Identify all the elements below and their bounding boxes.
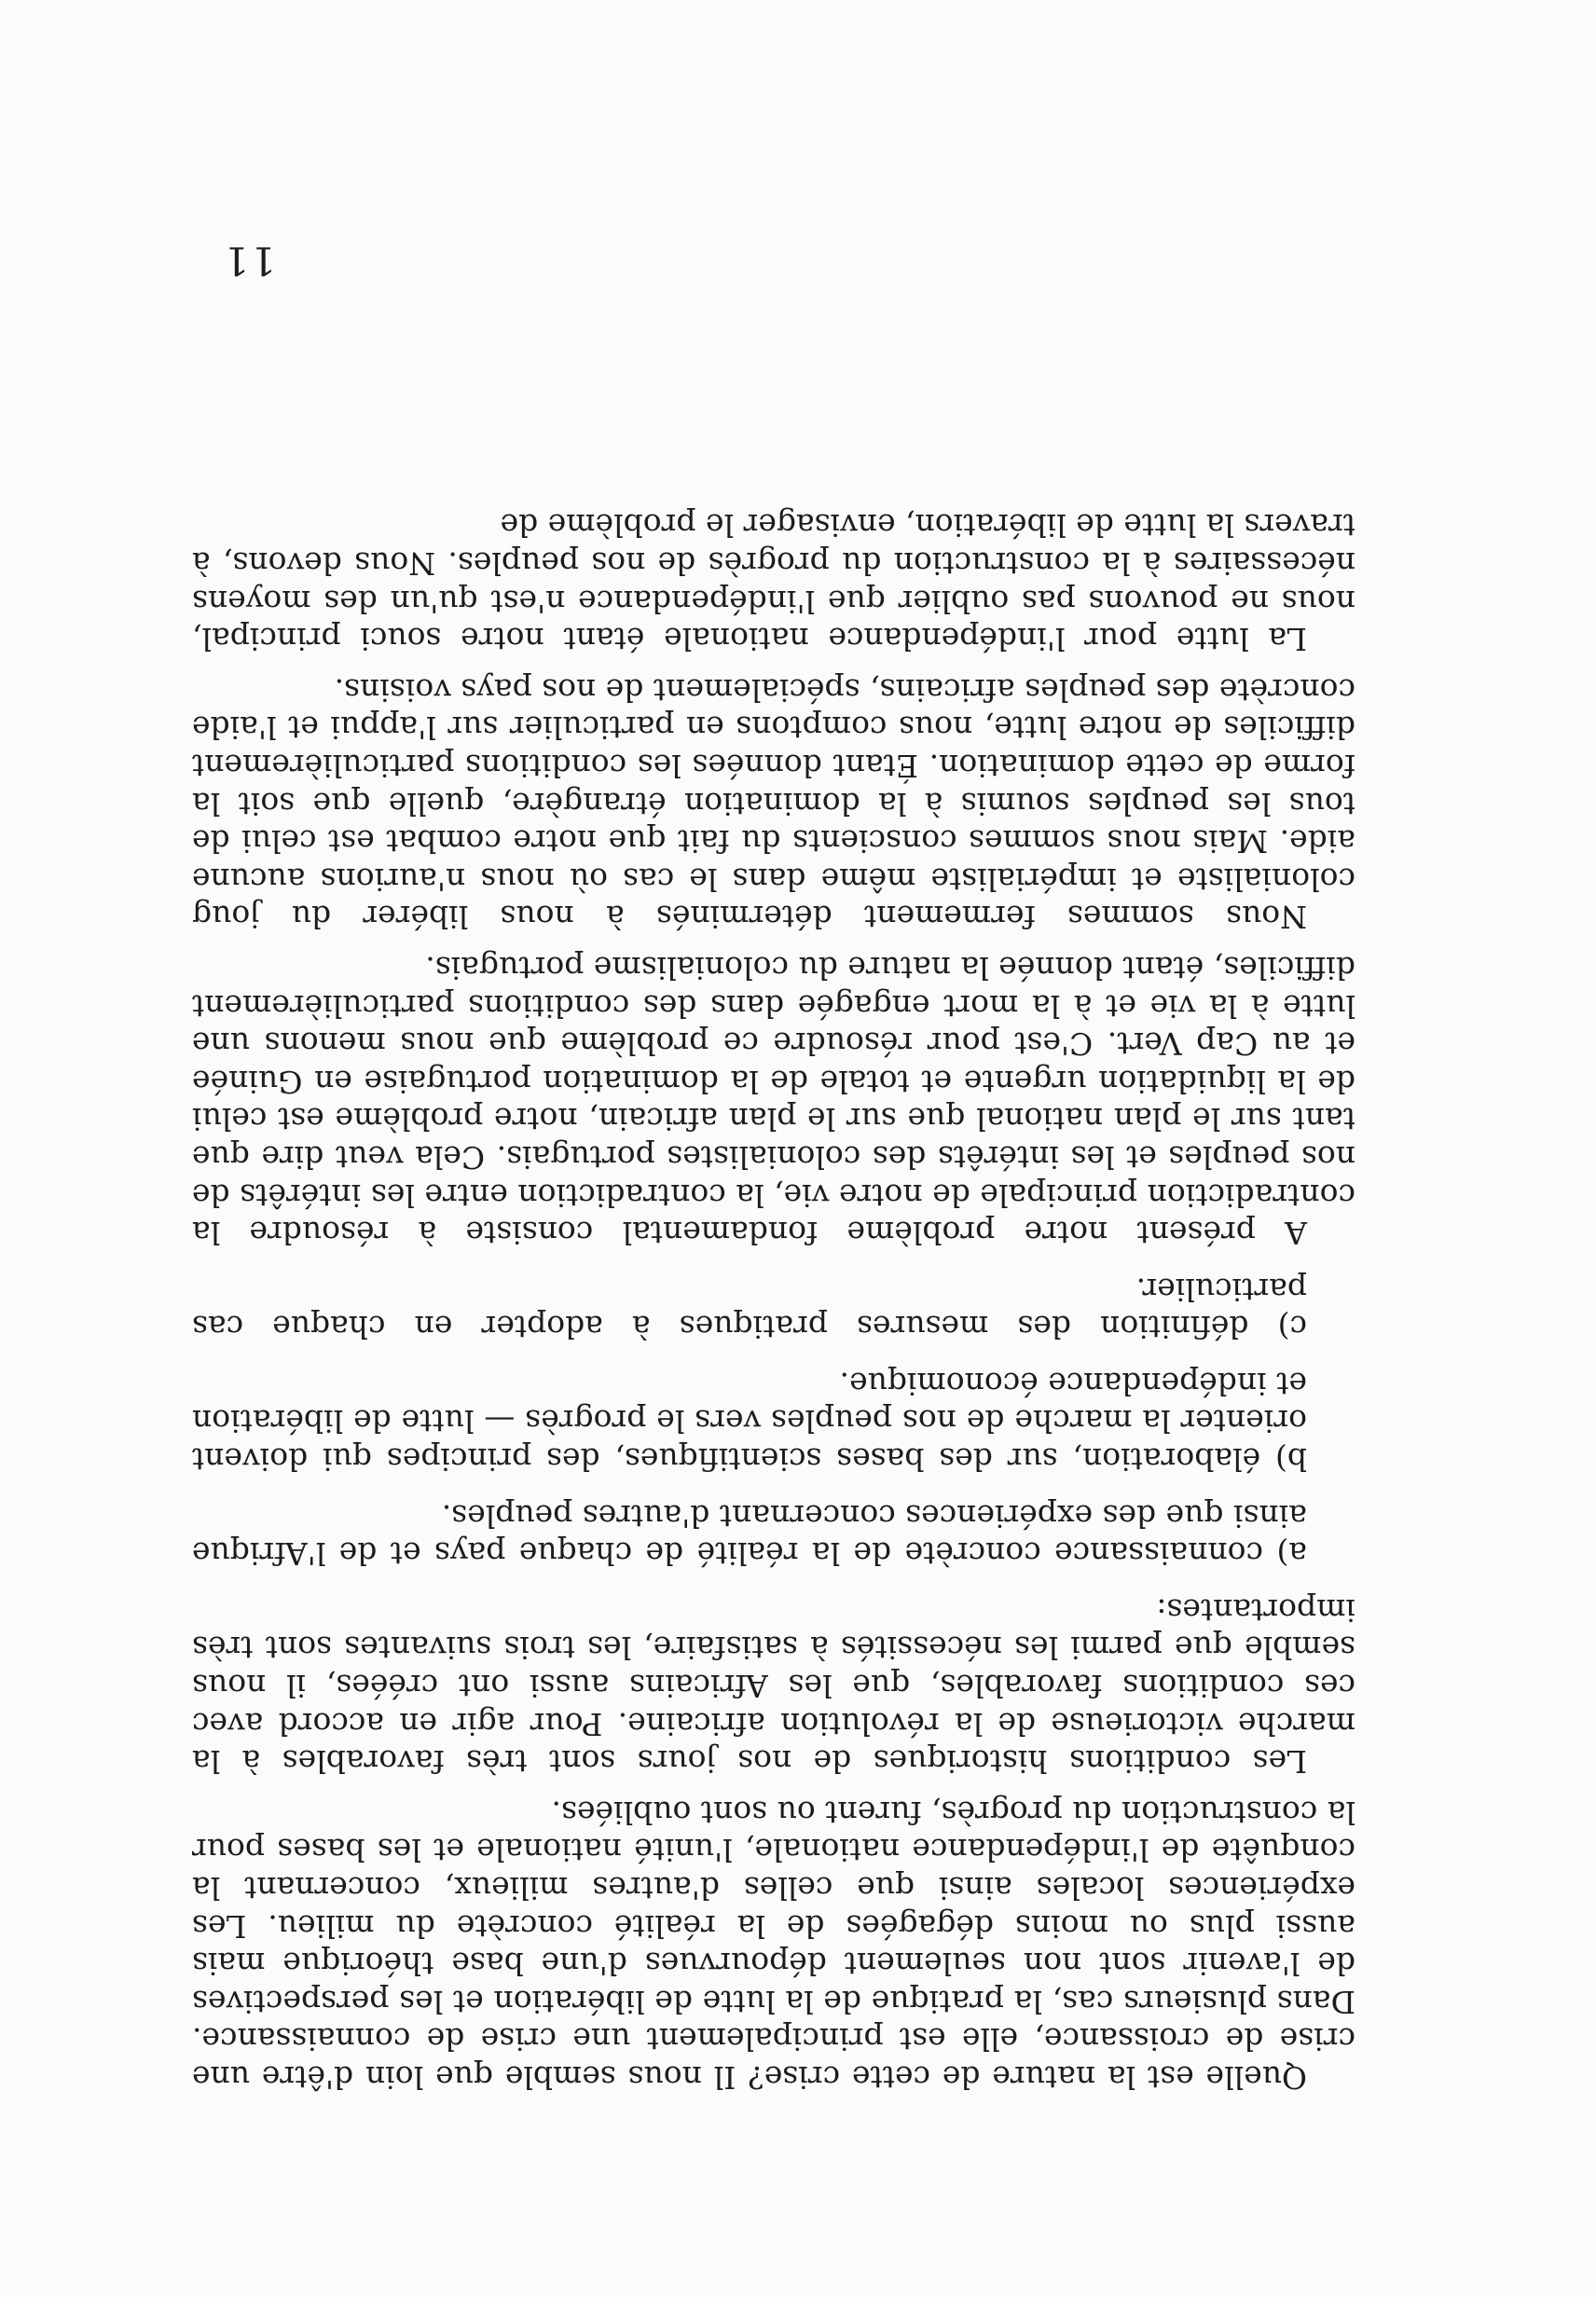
paragraph-fundamental-problem: A présent notre problème fondamental consiste à résoudre la contradiction principale de notre vie, la contradiction entre les intérêts de nos peuples et les intérêts des colonialistes portugais. Cela veut dire que tant sur le plan national que sur le plan africain, notre problème est celui de la liquidation urgente et totale de la domination portugaise en Guinée et au Cap Vert. C'est pour résoudre ce problème que nous menons une lutte à la vie et à la mort engagée dans des conditions particulièrement difficiles, étant donnée la nature du colonialisme portugais.	[192, 949, 1355, 1252]
paragraph-nature-of-crisis: Quelle est la nature de cette crise? Il nous semble que loin d'être une crise de croissance, elle est principalement une crise de connaissance. Dans plusieurs cas, la pratique de la lutte de libération et les perspectives de l'avenir sont non seulement dépourvues d'une base théorique mais aussi plus ou moins dégagées de la réalité concrète du milieu. Les expériences locales ainsi que celles d'autres milieux, concernant la conquête de l'indépendance nationale, l'unité nationale et les bases pour la construction du progrès, furent ou sont oubliées.	[192, 1794, 1355, 2096]
body-text	[192, 506, 1355, 2096]
list-item-c: c) définition des mesures pratiques à adopter en chaque cas particulier.	[192, 1271, 1307, 1346]
paragraph-determination: Nous sommes fermement déterminés à nous libérer du joug colonialiste et impérialiste même dans le cas où nous n'aurions aucune aide. Mais nous sommes conscients du fait que notre combat est celui de tous les peuples soumis à la domination étrangère, quelle que soit la forme de cette domination. Étant données les conditions particulièrement difficiles de notre lutte, nous comptons en particulier sur l'appui et l'aide concrète des peuples africains, spécialement de nos pays voisins.	[192, 671, 1355, 936]
paragraph-historical-conditions: Les conditions historiques de nos jours sont très favorables à la marche victorieuse de la révolution africaine. Pour agir en accord avec ces conditions favorables, que les Africains aussi ont créées, il nous semble que parmi les nécessités à satisfaire, les trois suivantes sont très importantes:	[192, 1591, 1355, 1781]
list-item-b: b) élaboration, sur des bases scientifiques, des principes qui doivent orienter la marche de nos peuples vers le progrès — lutte de libération et indépendance économique.	[192, 1365, 1307, 1479]
paragraph-independence-struggle: La lutte pour l'indépendance nationale étant notre souci principal, nous ne pouvons pas oublier que l'indépendance n'est qu'un des moyens nécessaires à la construction du progrès de nos peuples. Nous devons, à travers la lutte de libération, envisager le problème de	[192, 507, 1355, 658]
list-item-a: a) connaissance concrète de la réalité de chaque pays et de l'Afrique ainsi que des expériences concernant d'autres peuples.	[192, 1497, 1307, 1573]
page-number: 11	[222, 238, 276, 283]
